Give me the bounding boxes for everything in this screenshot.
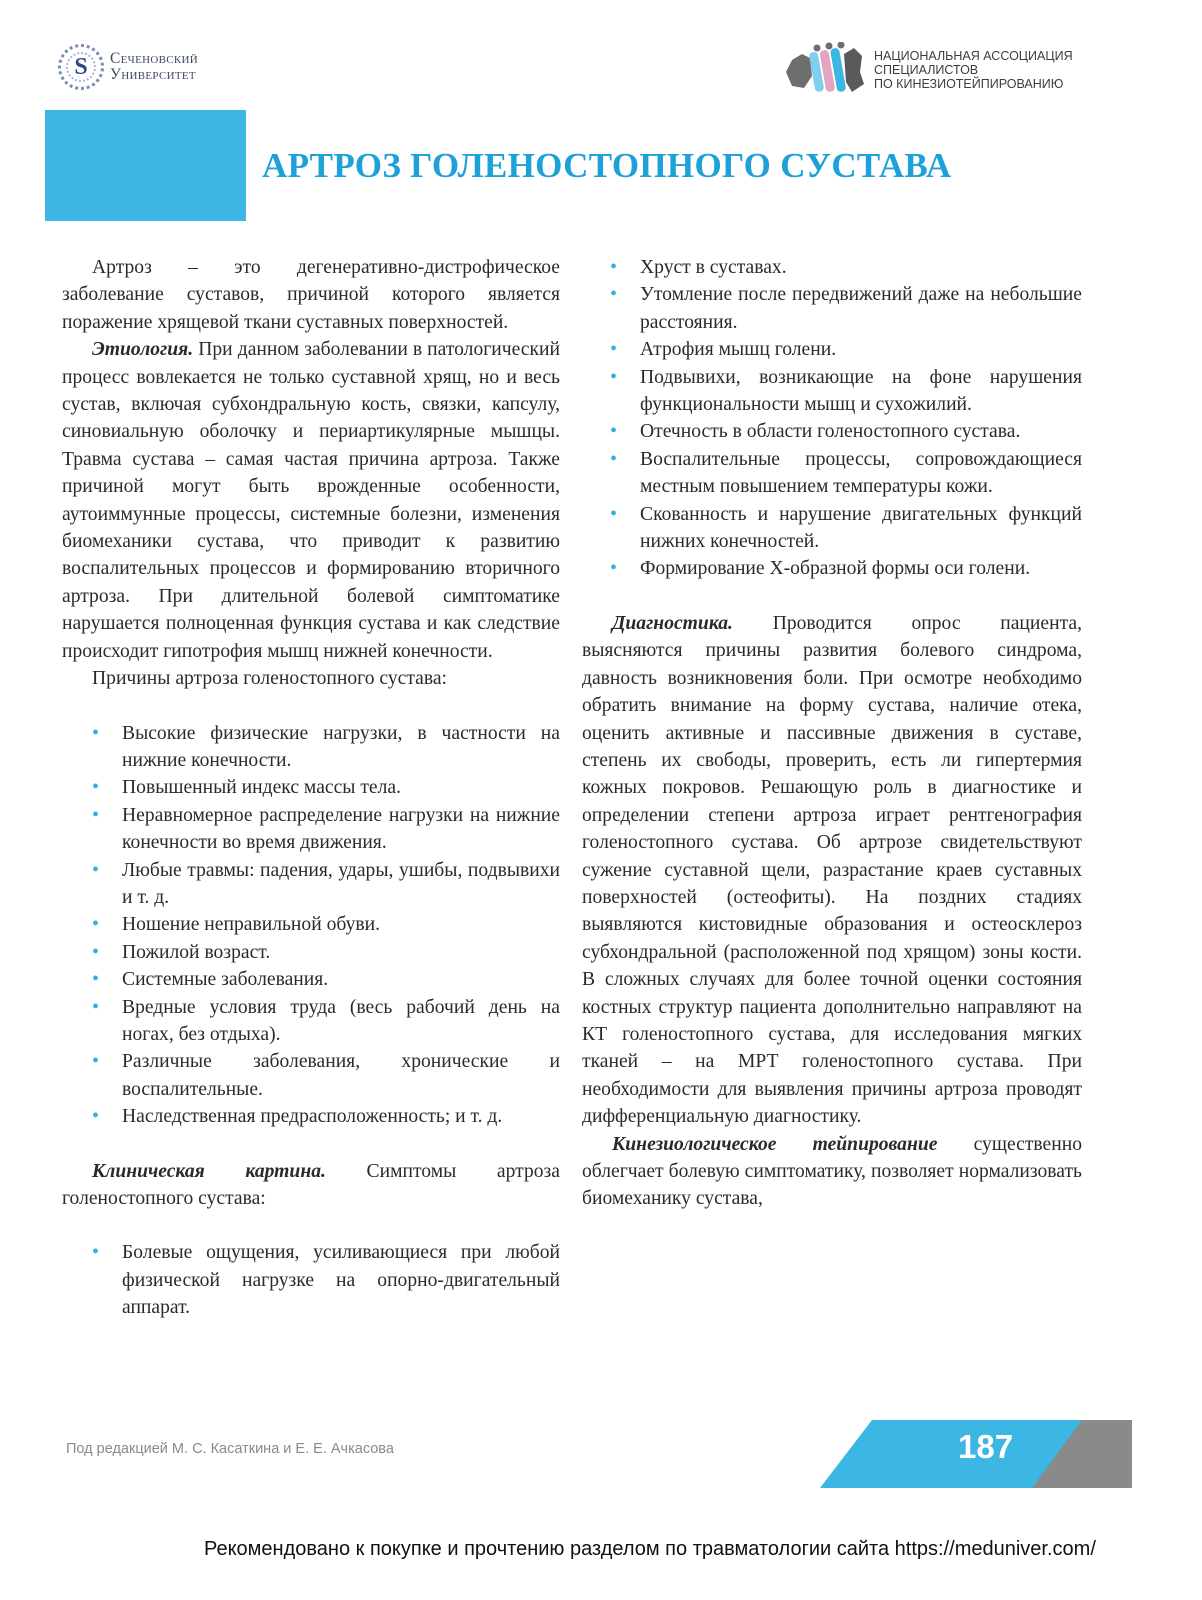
list-item: • Хруст в суставах. bbox=[610, 256, 787, 278]
title-accent-block bbox=[45, 110, 246, 221]
editors-credit: Под редакцией М. С. Касаткина и Е. Е. Ачкасова bbox=[66, 1441, 394, 1457]
university-name-line2: Университет bbox=[110, 66, 196, 83]
list-item: • Неравномерное распределение нагрузки на нижние конечности во время движения. bbox=[92, 803, 560, 854]
taping-paragraph bbox=[582, 1131, 1082, 1213]
list-item: • Подвывихи, возникающие на фоне нарушения функциональности мышц и сухожилий. bbox=[610, 365, 1082, 416]
clinical-paragraph bbox=[62, 1158, 560, 1213]
etiology-paragraph bbox=[62, 336, 560, 665]
list-item: • Скованность и нарушение двигательных функций нижних конечностей. bbox=[610, 502, 1082, 553]
list-item: • Формирование Х-образной формы оси голени. bbox=[610, 557, 1031, 580]
list-item: • Болевые ощущения, усиливающиеся при любой физической нагрузке на опорно-двигательный аппарат. bbox=[92, 1241, 560, 1319]
clinical-heading: Клиническая картина. bbox=[92, 1160, 326, 1182]
taping-text: существенно облегчает болевую симптоматику, позволяет нормализовать биомеханику сустава, bbox=[582, 1133, 1082, 1210]
list-item: • Пожилой возраст. bbox=[92, 940, 271, 963]
page-number: 187 bbox=[958, 1428, 1014, 1465]
list-item: • Вредные условия труда (весь рабочий день на ногах, без отдыха). bbox=[92, 995, 560, 1045]
diagnostics-heading: Диагностика. bbox=[612, 612, 733, 634]
association-name-line1: НАЦИОНАЛЬНАЯ АССОЦИАЦИЯ bbox=[874, 49, 1073, 63]
list-item: • Любые травмы: падения, удары, ушибы, подвывихи и т. д. bbox=[92, 858, 560, 908]
list-item: • Различные заболевания, хронические и воспалительные. bbox=[92, 1050, 560, 1100]
etiology-heading: Этиология. bbox=[92, 339, 194, 361]
causes-list bbox=[62, 720, 560, 1131]
university-name-line1: Сеченовский bbox=[110, 50, 199, 67]
list-item: • Повышенный индекс массы тела. bbox=[92, 776, 401, 799]
clinical-text: Симптомы артроза голеностопного сустава: bbox=[62, 1160, 560, 1209]
association-name bbox=[874, 49, 1073, 91]
association-logo bbox=[782, 42, 1073, 98]
symptoms-list bbox=[582, 254, 1082, 583]
taping-heading: Кинезиологическое тейпирование bbox=[612, 1133, 938, 1155]
page-title: АРТРОЗ ГОЛЕНОСТОПНОГО СУСТАВА bbox=[262, 146, 952, 185]
etiology-text: При данном заболевании в патологический процесс вовлекается не только суставной хрящ, но и весь сустав, включая субхондральную кость, связки, капсулу, синовиальную оболочку и периартикулярные мышцы. Травма сустава – самая частая причина артроза. Также причиной могут быть врожденные особенности, аутоиммунные процессы, системные болезни, изменения биомеханики сустава, что приводит к развитию воспалительных процессов и формированию вторичного артроза. При длительной болевой симптоматике нарушается полноценная функция сустава и как следствие происходит гипотрофия мышц нижней конечности. bbox=[62, 339, 560, 662]
list-item: • Отечность в области голеностопного сустава. bbox=[610, 420, 1021, 443]
diagnostics-paragraph bbox=[582, 610, 1082, 1131]
right-column bbox=[582, 254, 1082, 1213]
symptoms-list-start bbox=[62, 1239, 560, 1321]
list-item: • Воспалительные процессы, сопровождающиеся местным повышением температуры кожи. bbox=[610, 447, 1082, 498]
diagnostics-text: Проводится опрос пациента, выясняются причины развития болевого синдрома, давность возникновения боли. При осмотре необходимо обратить внимание на форму сустава, наличие отека, оценить активные и пассивные движения в суставе, степень их свободы, проверить, есть ли гипертермия кожных покровов. Решающую роль в диагностике и определении степени артроза играет рентгенография голеностопного сустава. Об артрозе свидетельствуют сужение суставной щели, разрастание краев суставных поверхностей (остеофиты). На поздних стадиях выявляются кистовидные образования и остеосклероз субхондральной (расположенной под хрящом) зоны кости. В сложных случаях для более точной оценки состояния костных структур пациента дополнительно направляют на КТ голеностопного сустава, для исследования мягких тканей – на МРТ голеностопного сустава. При необходимости для выявления причины артроза проводят дифференциальную диагностику. bbox=[582, 612, 1082, 1128]
left-column bbox=[62, 254, 560, 1322]
watermark-text: Рекомендовано к покупке и прочтению разделом по травматологии сайта https://meduniver.com/ bbox=[204, 1538, 1096, 1560]
association-name-line2: СПЕЦИАЛИСТОВ bbox=[874, 63, 979, 77]
list-item: • Атрофия мышц голени. bbox=[610, 338, 837, 361]
list-item: • Ношение неправильной обуви. bbox=[92, 913, 381, 936]
intro-paragraph: Артроз – это дегенеративно-дистрофическое заболевание суставов, причиной которого является поражение хрящевой ткани суставных поверхностей. bbox=[62, 257, 560, 333]
association-emblem-icon bbox=[782, 42, 866, 98]
list-item: • Высокие физические нагрузки, в частности на нижние конечности. bbox=[92, 721, 560, 771]
list-item: • Системные заболевания. bbox=[92, 968, 329, 991]
causes-intro: Причины артроза голеностопного сустава: bbox=[92, 668, 447, 690]
association-name-line3: ПО КИНЕЗИОТЕЙПИРОВАНИЮ bbox=[874, 77, 1064, 91]
list-item: • Наследственная предрасположенность; и т. д. bbox=[92, 1105, 503, 1128]
university-logo bbox=[58, 44, 198, 90]
list-item: • Утомление после передвижений даже на небольшие расстояния. bbox=[610, 283, 1082, 333]
university-seal-icon: S bbox=[58, 44, 104, 90]
university-name bbox=[110, 51, 198, 83]
